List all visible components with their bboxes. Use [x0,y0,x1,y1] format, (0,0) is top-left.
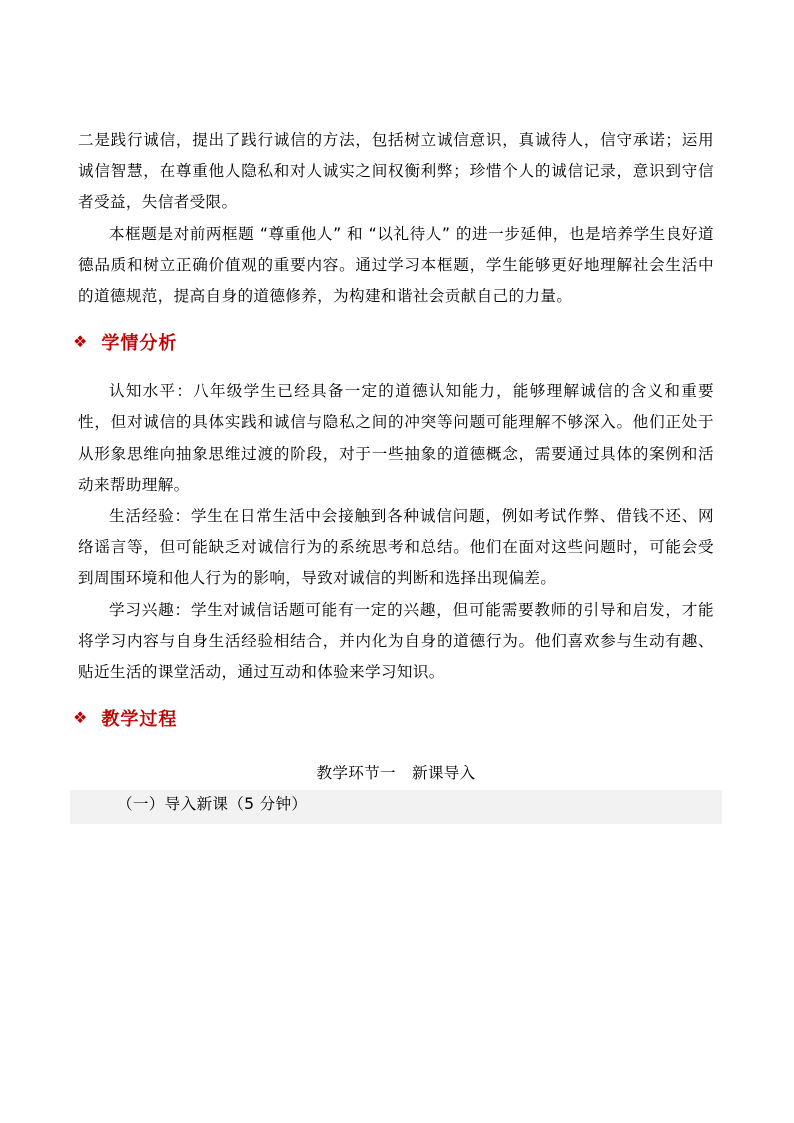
body-paragraph: 生活经验：学生在日常生活中会接触到各种诚信问题，例如考试作弊、借钱不还、网络谣言等，但可能缺乏对诚信行为的系统思考和总结。他们在面对这些问题时，可能会受到周围环境和他人行为的影响，导致对诚信的判断和选择出现偏差。 [78,507,714,588]
step-label: 教学环节一 [316,764,396,783]
body-paragraph: 二是践行诚信，提出了践行诚信的方法，包括树立诚信意识，真诚待人，信守承诺；运用诚信智慧，在尊重他人隐私和对人诚实之间权衡利弊；珍惜个人的诚信记录，意识到守信者受益，失信者受限。 [78,131,714,212]
body-paragraph: 本框题是对前两框题 “尊重他人” 和 “以礼待人” 的进一步延伸，也是培养学生良好道德品质和树立正确价值观的重要内容。通过学习本框题，学生能够更好地理解社会生活中的道德规范，提高自身的道德修养，为构建和谐社会贡献自己的力量。 [78,224,714,306]
section-title: 教学过程 [101,709,178,731]
diamond-icon: ❖ [73,708,88,728]
document-content [73,125,714,824]
body-paragraph: 学习兴趣：学生对诚信话题可能有一定的兴趣，但可能需要教师的引导和启发，才能将学习内容与自身生活经验相结合，并内化为自身的道德行为。他们喜欢参与生动有趣、贴近生活的课堂活动，通过互动和体验来学习知识。 [78,600,714,682]
section-heading-learning-analysis [73,320,714,364]
step-name: 新课导入 [411,764,476,783]
section-heading-teaching-process [73,696,714,740]
teaching-step-title [78,758,714,788]
section-title: 学情分析 [101,333,178,355]
sub-item-text: （一）导入新课（5 分钟） [117,795,308,814]
sub-item-bar [70,790,722,824]
body-paragraph: 认知水平：八年级学生已经具备一定的道德认知能力，能够理解诚信的含义和重要性，但对诚信的具体实践和诚信与隐私之间的冲突等问题可能理解不够深入。他们正处于从形象思维向抽象思维过渡的阶段，对于一些抽象的道德概念，需要通过具体的案例和活动来帮助理解。 [78,382,714,494]
diamond-icon: ❖ [73,332,88,352]
